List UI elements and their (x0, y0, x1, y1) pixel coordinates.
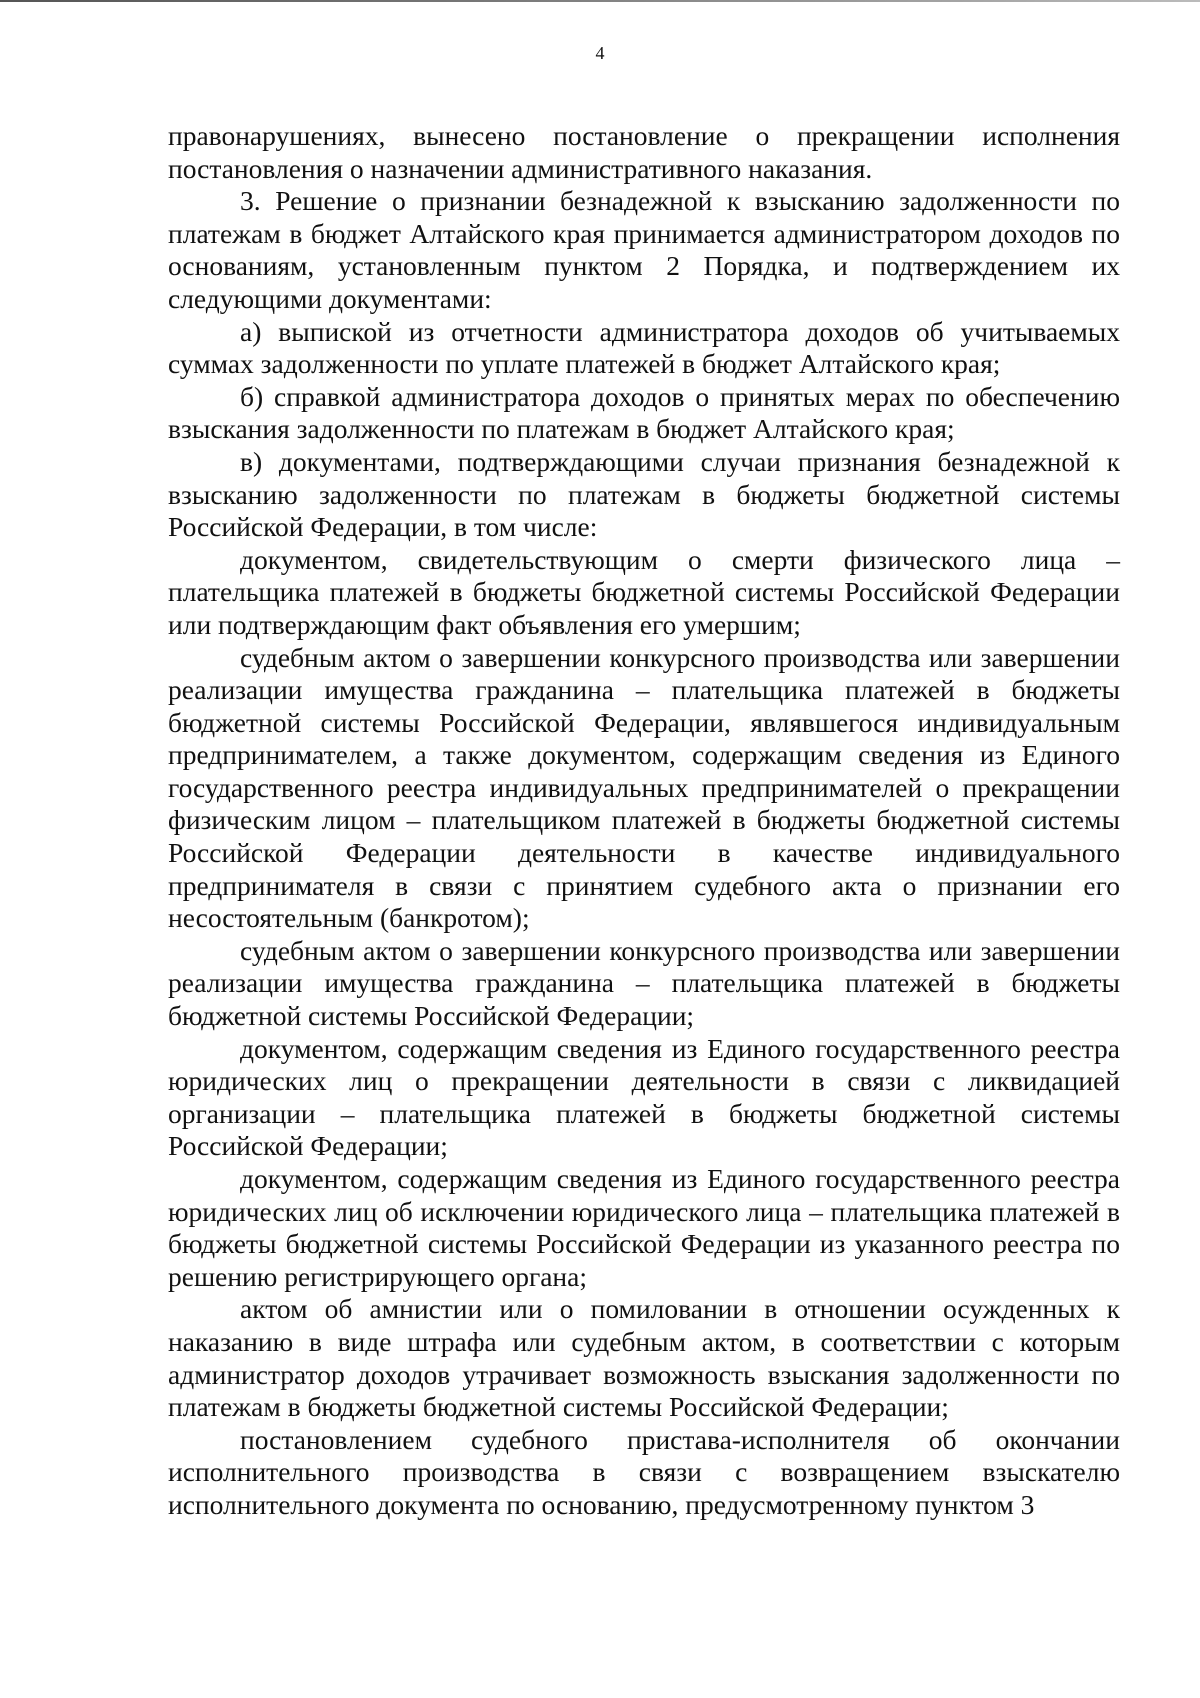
paragraph-subitem-a: а) выпиской из отчетности администратора доходов об учитываемых суммах задолженности по уплате платежей в бюджет Алтайского края; (168, 315, 1120, 380)
paragraph-amnesty: актом об амнистии или о помиловании в отношении осужденных к наказанию в виде штрафа или судебным актом, в соответствии с которым администратор доходов утрачивает возможность взыскания задолженности по платежам в бюджеты бюджетной системы Российской Федерации; (168, 1293, 1120, 1423)
paragraph-continuation: правонарушениях, вынесено постановление о прекращении исполнения постановления о назначении административного наказания. (168, 120, 1120, 184)
paragraph-subitem-v: в) документами, подтверждающими случаи признания безнадежной к взысканию задолженности по платежам в бюджеты бюджетной системы Российской Федерации, в том числе: (168, 445, 1120, 543)
scan-top-edge (0, 0, 1200, 2)
paragraph-bankruptcy-citizen: судебным актом о завершении конкурсного производства или завершении реализации имущества гражданина – плательщика платежей в бюджеты бюджетной системы Российской Федерации; (168, 934, 1120, 1032)
paragraph-liquidation: документом, содержащим сведения из Единого государственного реестра юридических лиц о прекращении деятельности в связи с ликвидацией организации – плательщика платежей в бюджеты бюджетной системы Российской Федерации; (168, 1032, 1120, 1162)
page-number: 4 (595, 43, 605, 63)
paragraph-death-document: документом, свидетельствующим о смерти физического лица – плательщика платежей в бюджеты бюджетной системы Российской Федерации или подтверждающим факт объявления его умершим; (168, 543, 1120, 640)
paragraph-subitem-b: б) справкой администратора доходов о принятых мерах по обеспечению взыскания задолженности по платежам в бюджет Алтайского края; (168, 380, 1120, 445)
paragraph-exclusion-from-registry: документом, содержащим сведения из Единого государственного реестра юридических лиц об исключении юридического лица – плательщика платежей в бюджеты бюджетной системы Российской Федерации из указанного реестра по решению регистрирующего органа; (168, 1163, 1120, 1292)
document-body (168, 120, 1120, 1522)
paragraph-bankruptcy-entrepreneur: судебным актом о завершении конкурсного производства или завершении реализации имущества гражданина – плательщика платежей в бюджеты бюджетной системы Российской Федерации, являвшегося индивидуальным предпринимателем, а также документом, содержащим сведения из Единого государственного реестра индивидуальных предпринимателей о прекращении физическим лицом – плательщиком платежей в бюджеты бюджетной системы Российской Федерации деятельности в качестве индивидуального предпринимателя в связи с принятием судебного акта о признании его несостоятельным (банкротом); (168, 641, 1120, 934)
paragraph-item-3: 3. Решение о признании безнадежной к взысканию задолженности по платежам в бюджет Алтайского края принимается администратором доходов по основаниям, установленным пунктом 2 Порядка, и подтверждением их следующими документами: (168, 185, 1120, 314)
paragraph-bailiff-resolution: постановлением судебного пристава-исполнителя об окончании исполнительного производства в связи с возвращением взыскателю исполнительного документа по основанию, предусмотренному пунктом 3 (168, 1423, 1120, 1520)
